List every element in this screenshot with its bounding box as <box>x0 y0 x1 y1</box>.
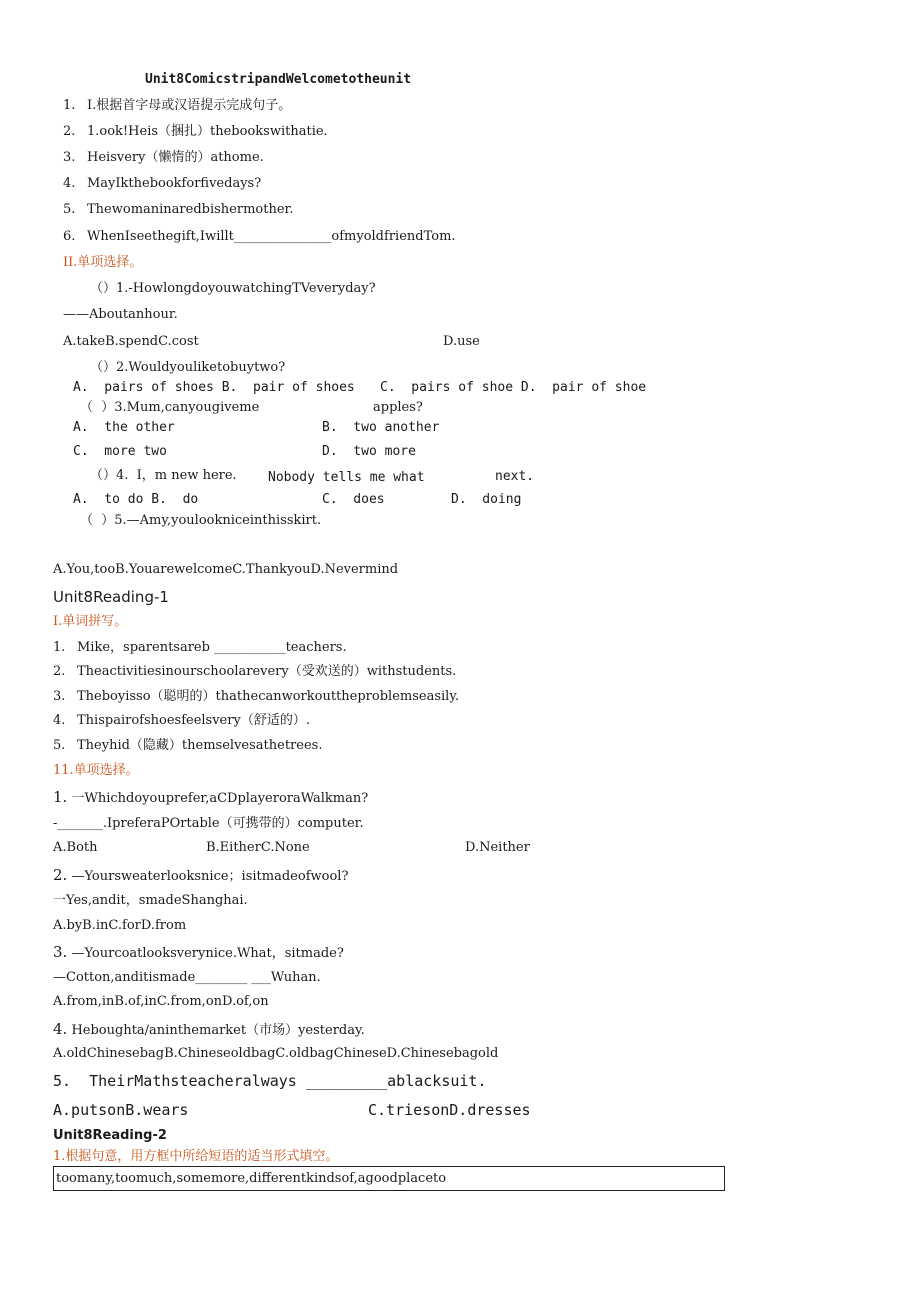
question-text: —Yoursweaterlooksnice；isitmadeofwool? <box>71 869 349 884</box>
section-heading-multiple-choice-2: 11.单项选择。 <box>53 763 139 778</box>
reading1-question-1-options-bc: B.EitherC.None <box>206 840 310 855</box>
question-number: 4. <box>53 1020 68 1038</box>
item-number: 4. <box>53 713 66 728</box>
reading1-question-2-options: A.byB.inC.forD.from <box>53 918 187 933</box>
list-item <box>63 229 456 245</box>
question-4-option-d: D. doing <box>451 492 522 507</box>
question-4-tail: next. <box>495 469 535 484</box>
question-4: （）4. I，m new here. <box>90 468 237 483</box>
item-number: 3. <box>53 689 66 704</box>
reading1-question-4 <box>53 1020 365 1039</box>
reading2-instruction: 1.根据句意，用方框中所给短语的适当形式填空。 <box>53 1149 339 1164</box>
item-number: 2. <box>53 664 66 679</box>
unit8-comic-title: Unit8ComicstripandWelcometotheunit <box>145 72 412 87</box>
item-text: Mike，sparentsareb ___________teachers. <box>77 640 347 655</box>
item-number: 2. <box>63 124 76 139</box>
question-5-options: A.You,tooB.YouarewelcomeC.ThankyouD.Nevermind <box>53 562 399 577</box>
question-number: 3. <box>53 943 68 961</box>
unit8-reading1-title: Unit8Reading-1 <box>53 588 169 606</box>
item-text: Theyhid（隐藏）themselvesathetrees. <box>77 738 323 753</box>
reading1-question-3-options: A.from,inB.of,inC.from,onD.of,on <box>53 994 269 1009</box>
question-2-options-cd: C. pairs of shoe D. pair of shoe <box>380 380 647 395</box>
question-4-option-c: C. does <box>322 492 385 507</box>
list-item <box>53 664 456 680</box>
question-4-options-ab: A. to do B. do <box>73 492 199 507</box>
question-1-option-d: D.use <box>443 334 480 349</box>
item-number: 3. <box>63 150 76 165</box>
item-text: 1.ook!Heis（捆扎）thebookswithatie. <box>87 124 328 139</box>
reading1-question-3 <box>53 943 344 962</box>
item-number: 1. <box>63 98 76 113</box>
question-3-option-c: C. more two <box>73 444 167 459</box>
question-2-options-ab: A. pairs of shoes B. pair of shoes <box>73 380 355 395</box>
question-3-option-d: D. two more <box>322 444 416 459</box>
item-number: 4. <box>63 176 76 191</box>
list-item <box>63 202 293 218</box>
item-number: 5. <box>53 738 66 753</box>
list-item <box>63 150 264 166</box>
item-number: 6. <box>63 229 76 244</box>
item-text: Theactivitiesinourschoolarevery（受欢送的）withstudents. <box>77 664 457 679</box>
item-text: Theboyisso（聪明的）thathecanworkouttheproblemseasily. <box>77 689 460 704</box>
reading1-question-5-options-cd: C.triesonD.dresses <box>368 1101 531 1119</box>
list-item <box>53 689 459 705</box>
reading1-question-3-answer: —Cotton,anditismade________ ___Wuhan. <box>53 970 321 985</box>
question-3-option-b: B. two another <box>322 420 440 435</box>
section-heading-multiple-choice: II.单项选择。 <box>63 255 143 270</box>
item-text: Heisvery（懒惰的）athome. <box>87 150 264 165</box>
phrase-box <box>53 1166 725 1191</box>
question-number: 1. <box>53 788 68 806</box>
reading1-question-2-answer: 一Yes,andit，smadeShanghai. <box>53 893 248 908</box>
question-text: Heboughta/aninthemarket（市场）yesterday. <box>71 1023 365 1038</box>
question-4-continued: Nobody tells me what <box>268 470 425 485</box>
list-item <box>53 713 310 729</box>
list-item <box>53 738 322 754</box>
reading1-question-2 <box>53 866 348 885</box>
item-number: 1. <box>53 640 66 655</box>
question-5: （ ）5.—Amy,youlookniceinthisskirt. <box>80 513 322 528</box>
list-item <box>63 124 328 140</box>
question-text: —Yourcoatlooksverynice.What，sitmade? <box>71 946 344 961</box>
section-heading-spelling: I.单词拼写。 <box>53 614 128 629</box>
question-1: （）1.-HowlongdoyouwatchingTVeveryday? <box>90 281 376 296</box>
question-3-option-a: A. the other <box>73 420 175 435</box>
list-item <box>53 640 347 656</box>
question-3: （ ）3.Mum,canyougiveme <box>80 400 260 415</box>
item-text: Thispairofshoesfeelsvery（舒适的）. <box>77 713 310 728</box>
list-item <box>63 98 291 114</box>
question-1-options: A.takeB.spendC.cost <box>63 334 199 349</box>
reading1-question-1-answer: -_______.IpreferaPOrtable（可携带的）computer. <box>53 816 364 831</box>
item-text: MayIkthebookforfivedays? <box>87 176 262 191</box>
item-text: Thewomaninaredbishermother. <box>87 202 294 217</box>
question-3-tail: apples? <box>373 400 423 415</box>
question-2: （）2.Wouldyouliketobuytwo? <box>90 360 286 375</box>
item-number: 5. <box>63 202 76 217</box>
reading1-question-1-option-d: D.Neither <box>465 840 530 855</box>
reading1-question-5: 5. TheirMathsteacheralways _________ablacksuit. <box>53 1072 487 1090</box>
reading1-question-1 <box>53 788 368 807</box>
item-text: WhenIseethegift,Iwillt_______________ofmyoldfriendTom. <box>87 229 456 244</box>
question-1-answer: ——Aboutanhour. <box>63 307 178 322</box>
item-text: I.根据首字母或汉语提示完成句子。 <box>87 98 292 113</box>
list-item <box>63 176 261 192</box>
question-text: 一Whichdoyouprefer,aCDplayeroraWalkman? <box>71 791 369 806</box>
phrase-box-text: toomany,toomuch,somemore,differentkindsof,agoodplaceto <box>56 1171 447 1186</box>
reading1-question-1-option-a: A.Both <box>53 840 98 855</box>
reading1-question-4-options: A.oldChinesebagB.ChineseoldbagC.oldbagChineseD.Chinesebagold <box>53 1046 499 1061</box>
question-number: 2. <box>53 866 68 884</box>
reading1-question-5-options-ab: A.putsonB.wears <box>53 1101 189 1119</box>
unit8-reading2-title: Unit8Reading-2 <box>53 1128 167 1143</box>
